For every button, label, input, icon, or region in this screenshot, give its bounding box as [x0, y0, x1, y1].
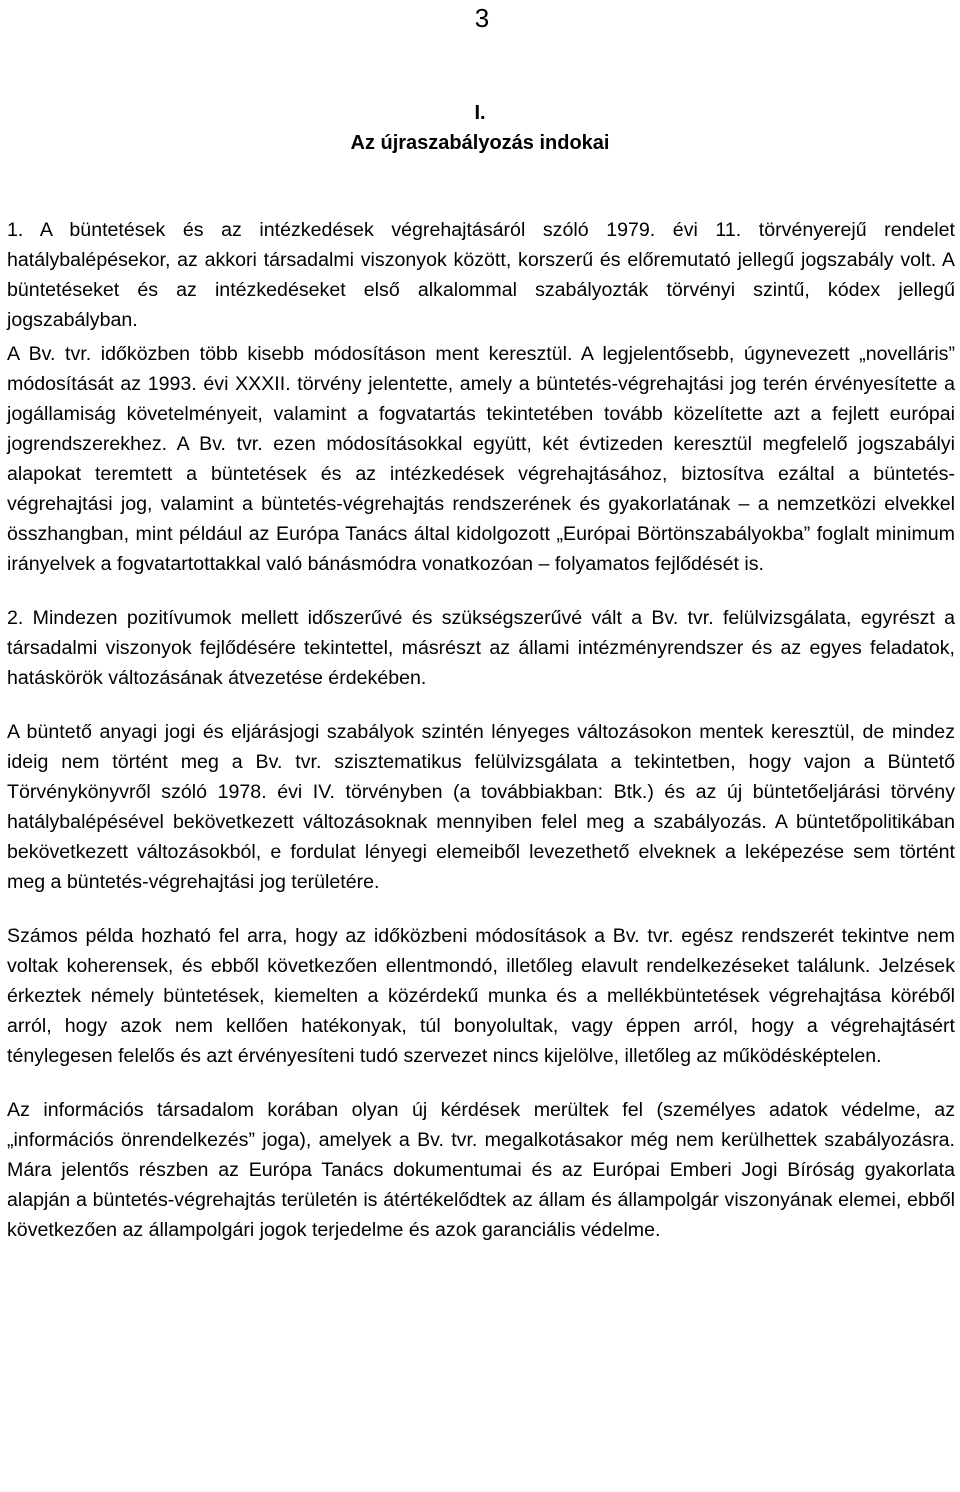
page-number: 3 — [474, 3, 490, 33]
chapter-number: I. — [474, 102, 486, 124]
paragraph-4: A büntető anyagi jogi és eljárásjogi szabályok szintén lényeges változásokon mentek keresztül, de mindez ideig nem történt meg a Bv. tvr. szisztematikus felülvizsgálata a tekintetben, hogy vajon a Büntető Törvénykönyvről szóló 1978. évi IV. törvényben (a továbbiakban: Btk.) és az új büntetőeljárási törvény hatálybalépésével bekövetkezett változásoknak mennyiben felel meg a szabályozás. A büntetőpolitikában bekövetkezett változásokból, e fordulat lényegi elemeiből levezethető elveknek a leképezése sem történt meg a büntetés-végrehajtási jog területére. — [7, 721, 955, 893]
chapter-title: Az újraszabályozás indokai — [350, 132, 610, 154]
paragraph-1: 1. A büntetések és az intézkedések végrehajtásáról szóló 1979. évi 11. törvényerejű rendelet hatálybalépésekor, az akkori társadalmi viszonyok között, korszerű és előremutató jellegű jogszabály volt. A büntetéseket és az intézkedéseket első alkalommal szabályozták törvényi szintű, kódex jellegű jogszabályban. — [7, 219, 955, 331]
paragraph-2: A Bv. tvr. időközben több kisebb módosításon ment keresztül. A legjelentősebb, úgynevezett „novelláris” módosítását az 1993. évi XXXII. törvény jelentette, amely a büntetés-végrehajtási jog terén érvényesítette a jogállamiság követelményeit, valamint a fogvatartás tekintetében tovább közelítette azt a fejlett európai jogrendszerekhez. A Bv. tvr. ezen módosításokkal együtt, két évtizeden keresztül megfelelő jogszabályi alapokat teremtett a büntetések és az intézkedések végrehajtásához, biztosítva ezáltal a büntetés-végrehajtási jog, valamint a büntetés-végrehajtás rendszerének és gyakorlatának – a nemzetközi elvekkel összhangban, mint például az Európa Tanács által kidolgozott „Európai Börtönszabályokba” foglalt minimum irányelvek a fogvatartottakkal való bánásmódra vonatkozóan – folyamatos fejlődését is. — [7, 343, 955, 575]
paragraph-5: Számos példa hozható fel arra, hogy az időközbeni módosítások a Bv. tvr. egész rendszerét tekintve nem voltak koherensek, és ebből következően ellentmondó, illetőleg elavult rendelkezéseket találunk. Jelzések érkeztek némely büntetések, kiemelten a közérdekű munka és a mellékbüntetések végrehajtása köréből arról, hogy azok nem kellően hatékonyak, túl bonyolultak, vagy éppen arról, hogy a végrehajtásért ténylegesen felelős és azt érvényesíteni tudó szervezet nincs kijelölve, illetőleg az működésképtelen. — [7, 925, 955, 1067]
paragraph-6: Az információs társadalom korában olyan új kérdések merültek fel (személyes adatok védelme, az „információs önrendelkezés” joga), amelyek a Bv. tvr. megalkotásakor még nem kerülhettek szabályozásra. Mára jelentős részben az Európa Tanács dokumentumai és az Európai Emberi Jogi Bíróság gyakorlata alapján a büntetés-végrehajtás területén is átértékelődtek az állam és állampolgár viszonyának elemei, ebből következően az állampolgári jogok terjedelme és azok garanciális védelme. — [7, 1099, 955, 1241]
paragraph-3: 2. Mindezen pozitívumok mellett időszerűvé és szükségszerűvé vált a Bv. tvr. felülvizsgálata, egyrészt a társadalmi viszonyok fejlődésére tekintettel, másrészt az állami intézményrendszer és az egyes feladatok, hatáskörök változásának átvezetése érdekében. — [7, 607, 955, 689]
body-text — [7, 215, 955, 1245]
